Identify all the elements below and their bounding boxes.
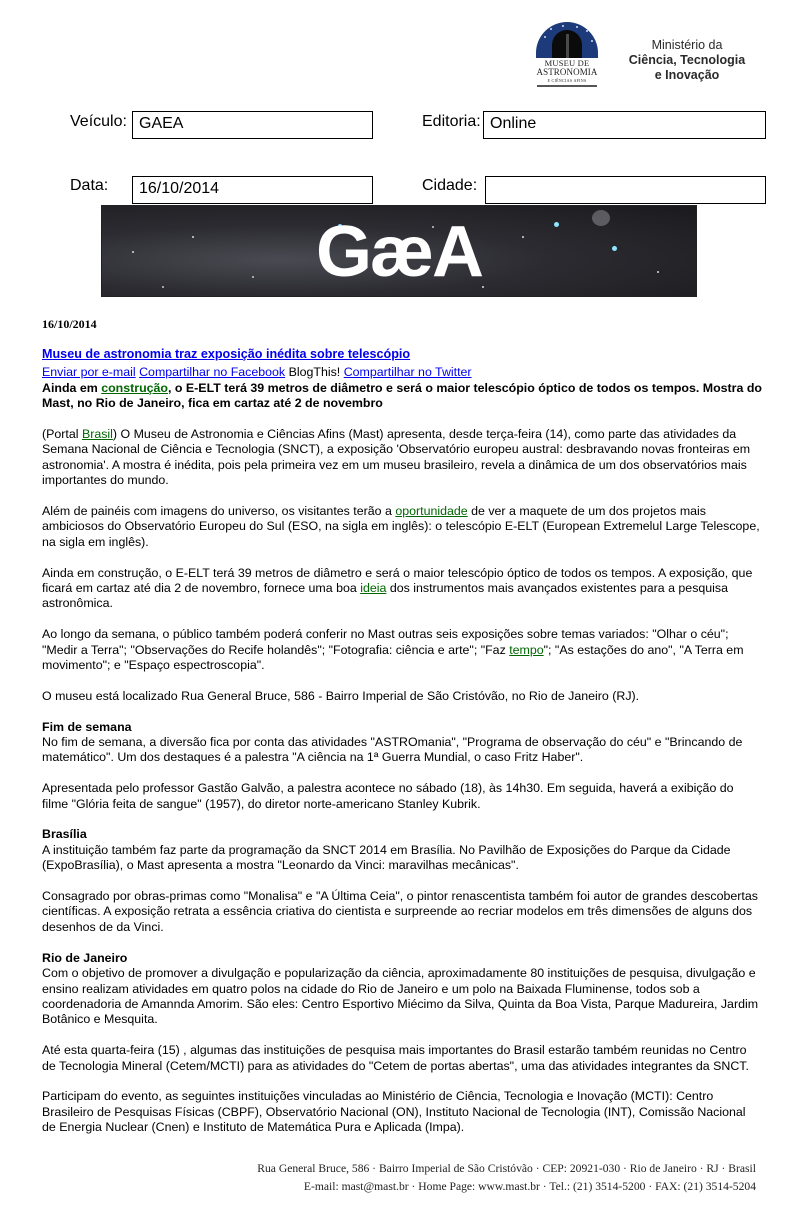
p1-text-b: ) O Museu de Astronomia e Ciências Afins (Mast) apresenta, desde terça-feira (14), como parte das atividades da Semana Nacional de Ciência e Tecnologia (SNCT), a exposição 'Observatório europeu austral: desbravando novas fronteiras em astronomia'. A mostra é inédita, pois pela primeira vez em um museu brasileiro, revela a dinâmica de um dos observatórios mais importantes do mundo. — [42, 427, 751, 488]
section-brasilia — [42, 827, 762, 873]
article-lede — [42, 381, 762, 412]
banner-title: GæA — [315, 212, 483, 292]
paragraph-12: Participam do evento, as seguintes instituições vinculadas ao Ministério de Ciência, Tecnologia e Inovação (MCTI): Centro Brasileiro de Pesquisas Físicas (CBPF), Observatório Nacional (ON), Instituto Nacional de Tecnologia (INT), Comissão Nacional de Energia Nuclear (Cnen) e Instituto de Matemática Pura e Aplicada (Impa). — [42, 1089, 746, 1135]
ministry-line3: e Inovação — [654, 68, 720, 82]
ideia-link[interactable]: ideia — [360, 581, 387, 596]
p4-text-b: "; "As estações do ano", "A Terra em movimento"; e "Espaço espectroscopia". — [42, 642, 744, 673]
share-twitter-link[interactable]: Compartilhar no Twitter — [343, 365, 472, 380]
section-title-fim-de-semana: Fim de semana — [42, 719, 132, 734]
paragraph-5: O museu está localizado Rua General Bruce, 586 - Bairro Imperial de São Cristóvão, no Rio de Janeiro (RJ). — [42, 688, 640, 703]
paragraph-11: Até esta quarta-feira (15) , algumas das instituições de pesquisa mais importantes do Brasil estarão também reunidas no Centro de Tecnologia Mineral (Cetem/MCTI) para as atividades do "Cetem de portas abertas", uma das atividades integrantes da SNCT. — [42, 1043, 749, 1073]
paragraph-1 — [42, 427, 762, 489]
ministry-line1: Ministério da — [651, 38, 723, 52]
p4-text-a: Ao longo da semana, o público também poderá conferir no Mast outras seis exposições sobre temas variados: "Olhar o céu"; "Medir a Terra"; "Observações do Recife holandês"; "Fotografia: ciência e arte"; "Faz — [42, 627, 729, 657]
p3-text-a: Ainda em construção, o E-ELT terá 39 metros de diâmetro e será o maior telescópio óptico de todos os tempos. A exposição, que ficará em cartaz até dia 2 de novembro, fornece uma boa — [42, 565, 753, 596]
article-date: 16/10/2014 — [42, 317, 97, 331]
oportunidade-link[interactable]: oportunidade — [395, 504, 468, 519]
share-bar — [42, 365, 762, 380]
data-label: Data: — [70, 177, 109, 194]
share-facebook-link[interactable]: Compartilhar no Facebook — [139, 365, 286, 380]
editoria-field[interactable]: Online — [483, 111, 766, 139]
museu-astronomia-logo — [532, 22, 602, 88]
paragraph-2 — [42, 504, 762, 550]
logo-text-line2: ASTRONOMIA — [536, 67, 598, 77]
footer-line1: Rua General Bruce, 586 · Bairro Imperial de São Cristóvão · CEP: 20921-030 · Rio de Janeiro · RJ · Brasil — [257, 1162, 756, 1175]
footer-line2: E-mail: mast@mast.br · Home Page: www.mast.br · Tel.: (21) 3514-5200 · FAX: (21) 3514-5204 — [303, 1180, 756, 1193]
blogthis-text: BlogThis! — [288, 365, 341, 380]
veiculo-field[interactable]: GAEA — [132, 111, 373, 139]
tempo-link[interactable]: tempo — [509, 642, 544, 657]
section-title-rio: Rio de Janeiro — [42, 950, 128, 965]
ministry-line2: Ciência, Tecnologia — [628, 53, 746, 67]
footer-address — [190, 1160, 756, 1196]
share-email-link[interactable]: Enviar por e-mail — [42, 365, 136, 380]
cidade-label: Cidade: — [422, 177, 478, 194]
section-rio-de-janeiro — [42, 951, 762, 1028]
veiculo-label: Veículo: — [70, 113, 127, 130]
cidade-field[interactable] — [485, 176, 766, 204]
logo-underline — [537, 85, 597, 87]
data-field[interactable]: 16/10/2014 — [132, 176, 373, 204]
lede-text-b: , o E-ELT terá 39 metros de diâmetro e será o maior telescópio óptico de todos os tempos. Mostra do Mast, no Rio de Janeiro, fica em cartaz até 2 de novembro — [42, 380, 762, 411]
paragraph-8: A instituição também faz parte da programação da SNCT 2014 em Brasília. No Pavilhão de Exposições do Parque da Cidade (ExpoBrasília), o Mast apresenta a mostra "Leonardo da Vinci: maravilhas mecânicas". — [42, 842, 731, 873]
paragraph-4 — [42, 627, 762, 673]
p2-text-b: de ver a maquete de um dos projetos mais ambiciosos do Observatório Europeu do Sul (ESO, na sigla em inglês): o telescópio E-ELT (European Extremelul Large Telescope, na sigla em inglês). — [42, 504, 760, 549]
construcao-link[interactable]: construção — [101, 380, 169, 395]
lede-text-a: Ainda em — [42, 380, 102, 395]
p3-text-b: dos instrumentos mais avançados existentes para a pesquisa astronômica. — [42, 581, 729, 611]
paragraph-10: Com o objetivo de promover a divulgação e popularização da ciência, aproximadamente 80 instituições de pesquisa, divulgação e ensino realizam atividades em quatro polos na cidade do Rio de Janeiro e um polo na Baixada Fluminense, todos sob a coordenadoria de Amannda Amorim. São eles: Centro Esportivo Miécimo da Silva, Quinta da Boa Vista, Parque Madureira, Jardim Botânico e Mesquita. — [42, 966, 759, 1027]
telescope-icon — [552, 30, 582, 58]
p2-text-a: Além de painéis com imagens do universo, os visitantes terão a — [42, 504, 396, 519]
observatory-dome-icon — [536, 22, 598, 58]
section-fim-de-semana — [42, 720, 762, 766]
logo-text-line3: E CIÊNCIAS AFINS — [547, 78, 587, 83]
paragraph-7: Apresentada pelo professor Gastão Galvão, a palestra acontece no sábado (18), às 14h30. Em seguida, haverá a exibição do filme "Glória feita de sangue" (1957), do diretor norte-americano Stanley Kubrik. — [42, 781, 734, 811]
ministry-logo — [612, 38, 762, 83]
paragraph-6: No fim de semana, a diversão fica por conta das atividades "ASTROmania", "Programa de observação do céu" e "Brincando de matemático". Um dos destaques é a palestra "A ciência na 1ª Guerra Mundial, o caso Fritz Haber". — [42, 735, 743, 765]
brasil-link[interactable]: Brasil — [81, 427, 113, 442]
p1-text-a: (Portal — [42, 427, 82, 442]
logo-text-line1: MUSEU DE — [544, 58, 590, 68]
paragraph-9: Consagrado por obras-primas como "Monalisa" e "A Última Ceia", o pintor renascentista também foi autor de grandes descobertas científicas. A exposição retrata a essência criativa do cientista e surpreende ao recriar modelos em três dimensões de alguns dos desenhos de da Vinci. — [42, 889, 758, 934]
article-body — [42, 347, 762, 1136]
paragraph-3 — [42, 566, 762, 612]
editoria-label: Editoria: — [422, 113, 481, 130]
article-headline-link[interactable]: Museu de astronomia traz exposição inédita sobre telescópio — [42, 347, 411, 361]
gaea-banner — [101, 205, 697, 297]
section-title-brasilia: Brasília — [42, 827, 87, 842]
